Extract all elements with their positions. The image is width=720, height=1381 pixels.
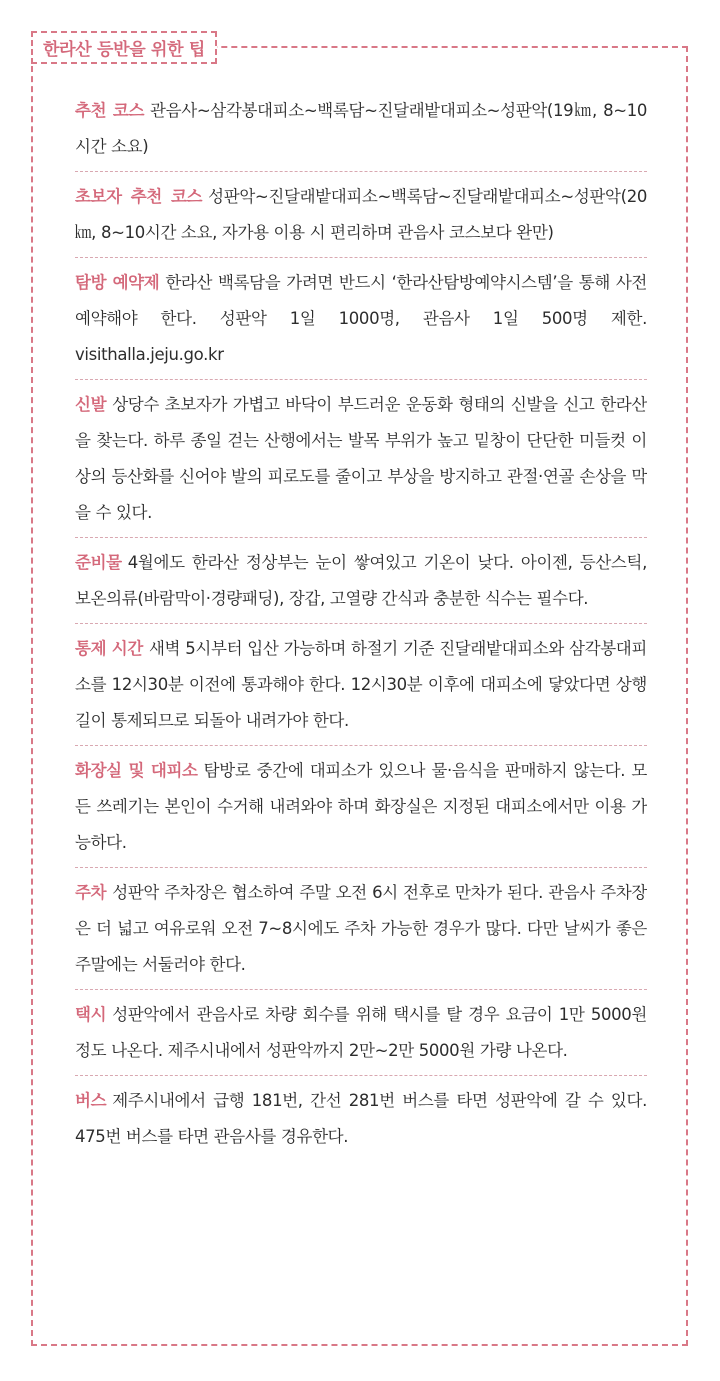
divider <box>75 623 647 624</box>
tip-label: 신발 <box>75 395 107 414</box>
tip-item-supplies <box>75 545 647 617</box>
divider <box>75 171 647 172</box>
tip-label: 추천 코스 <box>75 101 145 120</box>
tip-item-beginner-course <box>75 179 647 251</box>
tip-text: 제주시내에서 급행 181번, 간선 281번 버스를 타면 성판악에 갈 수 있다. 475번 버스를 타면 관음사를 경유한다. <box>75 1091 647 1146</box>
divider <box>75 867 647 868</box>
tip-text: 성판악 주차장은 협소하여 주말 오전 6시 전후로 만차가 된다. 관음사 주차장은 더 넓고 여유로워 오전 7~8시에도 주차 가능한 경우가 많다. 다만 날씨가 좋은 주말에는 서둘러야 한다. <box>75 883 647 974</box>
tip-item-recommended-course <box>75 93 647 165</box>
tip-item-shoes <box>75 387 647 531</box>
tip-text: 상당수 초보자가 가볍고 바닥이 부드러운 운동화 형태의 신발을 신고 한라산을 찾는다. 하루 종일 걷는 산행에서는 발목 부위가 높고 밑창이 단단한 미들컷 이상의 등산화를 신어야 발의 피로도를 줄이고 부상을 방지하고 관절·연골 손상을 막을 수 있다. <box>75 395 647 522</box>
tip-label: 준비물 <box>75 553 122 572</box>
tip-label: 탐방 예약제 <box>75 273 160 292</box>
page-title: 한라산 등반을 위한 팁 <box>43 40 205 60</box>
tip-item-bus <box>75 1083 647 1155</box>
tip-text: 4월에도 한라산 정상부는 눈이 쌓여있고 기온이 낮다. 아이젠, 등산스틱, 보온의류(바람막이·경량패딩), 장갑, 고열량 간식과 충분한 식수는 필수다. <box>75 553 647 608</box>
tip-label: 통제 시간 <box>75 639 143 658</box>
tip-label: 버스 <box>75 1091 107 1110</box>
divider <box>75 745 647 746</box>
tip-label: 주차 <box>75 883 107 902</box>
tip-text: 새벽 5시부터 입산 가능하며 하절기 기준 진달래밭대피소와 삼각봉대피소를 12시30분 이전에 통과해야 한다. 12시30분 이후에 대피소에 닿았다면 상행길이 통제되므로 되돌아 내려가야 한다. <box>75 639 647 730</box>
tip-text: 성판악에서 관음사로 차량 회수를 위해 택시를 탈 경우 요금이 1만 5000원 정도 나온다. 제주시내에서 성판악까지 2만~2만 5000원 가량 나온다. <box>75 1005 647 1060</box>
tip-text: 탐방로 중간에 대피소가 있으나 물·음식을 판매하지 않는다. 모든 쓰레기는 본인이 수거해 내려와야 하며 화장실은 지정된 대피소에서만 이용 가능하다. <box>75 761 647 852</box>
divider <box>75 379 647 380</box>
tip-item-restroom-shelter <box>75 753 647 861</box>
tip-label: 초보자 추천 코스 <box>75 187 203 206</box>
tip-label: 택시 <box>75 1005 107 1024</box>
tip-label: 화장실 및 대피소 <box>75 761 198 780</box>
tip-item-taxi <box>75 997 647 1069</box>
tip-item-parking <box>75 875 647 983</box>
tips-list <box>75 93 647 1155</box>
divider <box>75 1075 647 1076</box>
tip-item-control-time <box>75 631 647 739</box>
divider <box>75 989 647 990</box>
tip-item-reservation <box>75 265 647 373</box>
tip-text: 한라산 백록담을 가려면 반드시 ‘한라산탐방예약시스템’을 통해 사전예약해야 한다. 성판악 1일 1000명, 관음사 1일 500명 제한. visithalla.jeju.go.kr <box>75 273 647 364</box>
divider <box>75 537 647 538</box>
divider <box>75 257 647 258</box>
title-box <box>31 31 217 64</box>
tip-text: 관음사~삼각봉대피소~백록담~진달래밭대피소~성판악(19㎞, 8~10시간 소요) <box>75 101 647 156</box>
tip-text: 성판악~진달래밭대피소~백록담~진달래밭대피소~성판악(20㎞, 8~10시간 소요, 자가용 이용 시 편리하며 관음사 코스보다 완만) <box>75 187 647 242</box>
